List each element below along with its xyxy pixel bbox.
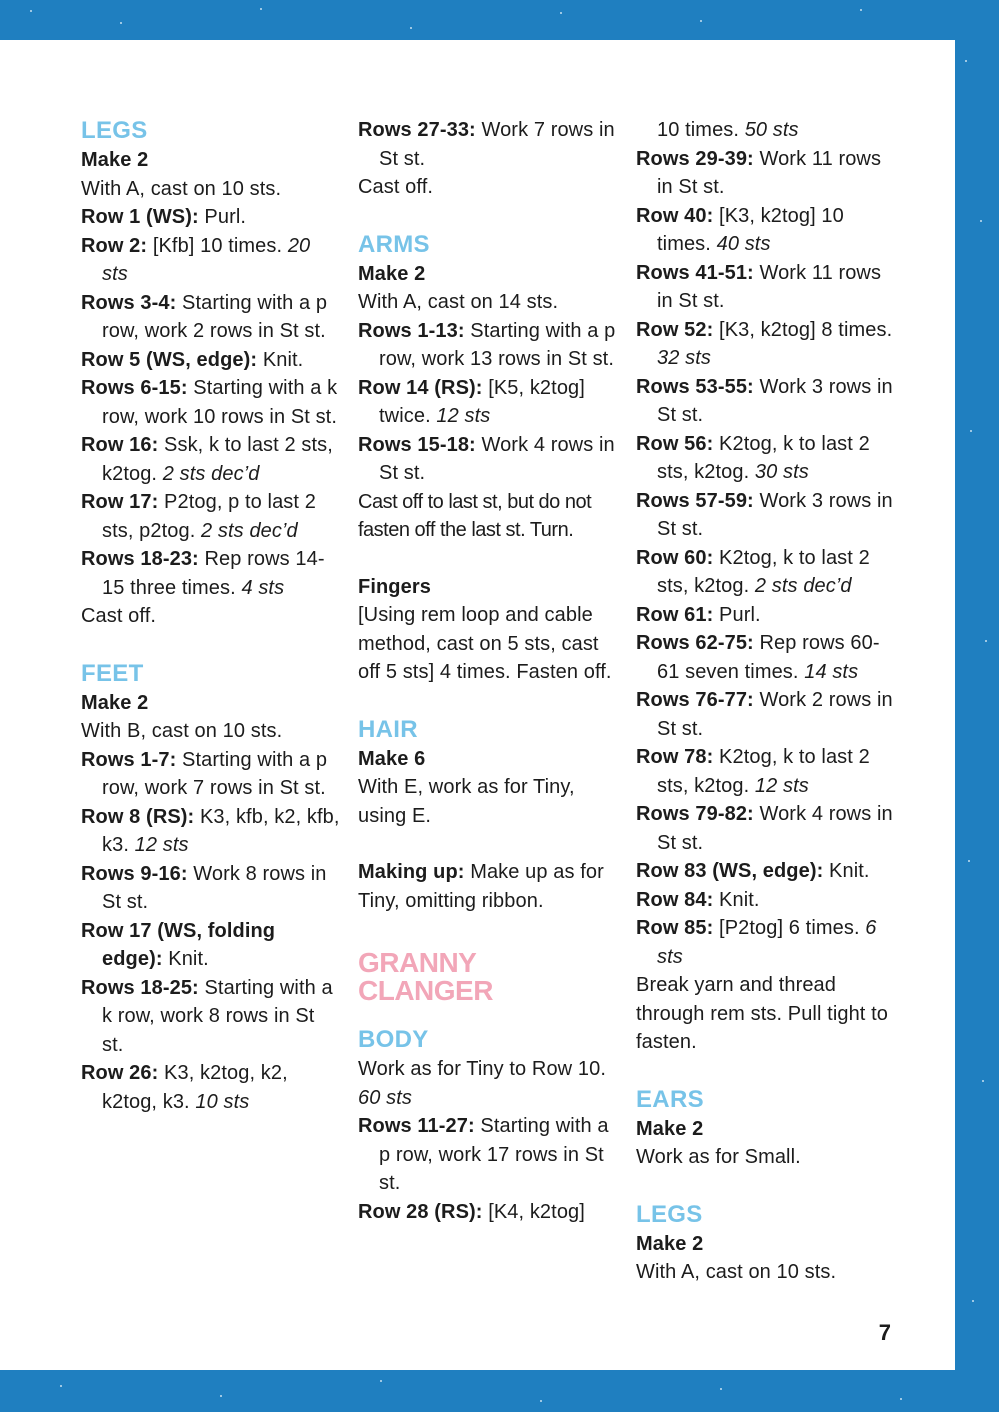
- instruction-line: Break yarn and thread through rem sts. Pull tight to fasten.: [636, 974, 889, 1053]
- section-heading-hair: HAIR: [358, 715, 418, 743]
- instruction-line: With A, cast on 10 sts.: [81, 177, 282, 200]
- instruction-row: Row 78: K2tog, k to last 2 sts, k2tog. 12 sts: [636, 746, 870, 797]
- instruction-row: Row 5 (WS, edge): Knit.: [81, 348, 304, 371]
- instruction-line: With A, cast on 10 sts.: [636, 1261, 837, 1283]
- make-count: Make 2: [81, 149, 149, 171]
- instruction-line: Cast off.: [81, 605, 157, 627]
- instruction-line: [Using rem loop and cable method, cast on 5 sts, cast off 5 sts] 4 times. Fasten off.: [358, 604, 612, 683]
- instruction-row: Rows 1-7: Starting with a p row, work 7 rows in St st.: [81, 748, 328, 799]
- instruction-row: Rows 1-13: Starting with a p row, work 13 rows in St st.: [358, 319, 616, 370]
- granny-clanger-title: GRANNY CLANGER: [358, 947, 493, 1006]
- instruction-row: Rows 76-77: Work 2 rows in St st.: [636, 689, 893, 740]
- instruction-row: Row 84: Knit.: [636, 888, 760, 911]
- instruction-row: Row 52: [K3, k2tog] 8 times. 32 sts: [636, 318, 893, 369]
- section-heading-feet: FEET: [81, 659, 144, 687]
- section-heading-arms: ARMS: [358, 230, 430, 258]
- instruction-row: Rows 41-51: Work 11 rows in St st.: [636, 261, 882, 312]
- instruction-row: Rows 18-23: Rep rows 14-15 three times. 4 sts: [81, 548, 325, 599]
- instruction-line: Cast off to last st, but do not fasten off the last st. Turn.: [358, 490, 592, 541]
- making-up-line: Making up: Make up as for Tiny, omitting ribbon.: [358, 861, 604, 912]
- instruction-row: Rows 57-59: Work 3 rows in St st.: [636, 489, 893, 540]
- instruction-row: Row 1 (WS): Purl.: [81, 206, 247, 228]
- instruction-row: Row 61: Purl.: [636, 603, 761, 626]
- instruction-row: Row 83 (WS, edge): Knit.: [636, 860, 870, 882]
- instruction-row: Rows 18-25: Starting with a k row, work 8 rows in St st.: [81, 976, 333, 1056]
- section-heading-legs-2: LEGS: [636, 1200, 703, 1228]
- document-page: [0, 40, 955, 1370]
- instruction-row: Rows 53-55: Work 3 rows in St st.: [636, 375, 893, 426]
- instruction-row: Row 8 (RS): K3, kfb, k2, kfb, k3. 12 sts: [81, 805, 340, 856]
- instruction-line: With B, cast on 10 sts.: [81, 720, 283, 742]
- instruction-row: Row 2: [Kfb] 10 times. 20 sts: [81, 234, 311, 285]
- instruction-row: Row 85: [P2tog] 6 times. 6 sts: [636, 917, 877, 968]
- section-heading-body: BODY: [358, 1026, 429, 1053]
- column-1: [81, 116, 341, 1116]
- instruction-line: With E, work as for Tiny, using E.: [358, 776, 575, 827]
- instruction-row: Rows 62-75: Rep rows 60-61 seven times. 14 sts: [636, 632, 880, 683]
- make-count: Make 2: [636, 1232, 704, 1255]
- instruction-row: Rows 29-39: Work 11 rows in St st.: [636, 147, 882, 198]
- instruction-row: Rows 6-15: Starting with a k row, work 10 rows in St st.: [81, 377, 338, 428]
- instruction-row: Rows 11-27: Starting with a p row, work 17 rows in St st.: [358, 1115, 609, 1194]
- subheading-fingers: Fingers: [358, 575, 431, 598]
- instruction-row: Rows 79-82: Work 4 rows in St st.: [636, 803, 893, 854]
- section-heading-legs: LEGS: [81, 117, 148, 144]
- column-3: [636, 116, 896, 1287]
- make-count: Make 2: [81, 691, 149, 714]
- instruction-row: Row 14 (RS): [K5, k2tog] twice. 12 sts: [358, 376, 585, 427]
- column-2: [358, 116, 618, 1226]
- instruction-row: Row 16: Ssk, k to last 2 sts, k2tog. 2 sts dec’d: [81, 434, 333, 485]
- instruction-row: Rows 3-4: Starting with a p row, work 2 rows in St st.: [81, 291, 328, 342]
- instruction-line: Cast off.: [358, 176, 434, 198]
- make-count: Make 6: [358, 747, 426, 770]
- instruction-row: Row 28 (RS): [K4, k2tog]: [358, 1200, 585, 1223]
- instruction-line: Work as for Small.: [636, 1146, 801, 1168]
- make-count: Make 2: [636, 1117, 704, 1140]
- page-number: 7: [878, 1320, 891, 1345]
- instruction-row: Rows 9-16: Work 8 rows in St st.: [81, 862, 327, 913]
- instruction-row: Row 26: K3, k2tog, k2, k2tog, k3. 10 sts: [81, 1062, 288, 1113]
- instruction-row: Row 40: [K3, k2tog] 10 times. 40 sts: [636, 204, 844, 255]
- instruction-line: Work as for Tiny to Row 10. 60 sts: [358, 1058, 606, 1109]
- instruction-row: Row 17 (WS, folding edge): Knit.: [81, 919, 276, 970]
- instruction-continuation: 10 times. 50 sts: [657, 119, 799, 141]
- instruction-row: Row 17: P2tog, p to last 2 sts, p2tog. 2 sts dec’d: [81, 491, 316, 542]
- instruction-row: Row 56: K2tog, k to last 2 sts, k2tog. 30 sts: [636, 432, 870, 483]
- instruction-row: Row 60: K2tog, k to last 2 sts, k2tog. 2 sts dec’d: [636, 546, 870, 597]
- instruction-line: With A, cast on 14 sts.: [358, 291, 559, 313]
- make-count: Make 2: [358, 262, 426, 285]
- instruction-row: Rows 27-33: Work 7 rows in St st.: [358, 119, 615, 170]
- instruction-row: Rows 15-18: Work 4 rows in St st.: [358, 433, 615, 484]
- section-heading-ears: EARS: [636, 1085, 704, 1113]
